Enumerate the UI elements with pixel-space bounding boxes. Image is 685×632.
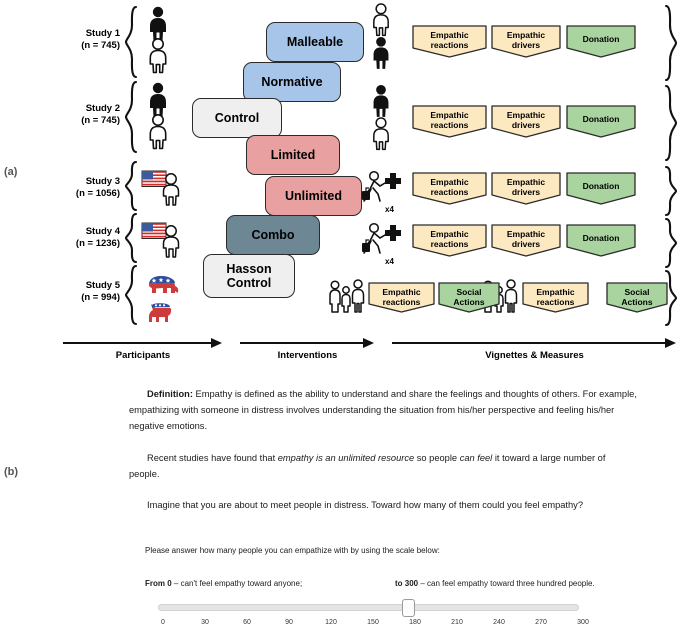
intervention-label-normative: Normative	[261, 75, 323, 89]
measure-label-donation-r2: Donation	[582, 114, 620, 124]
measure-label-donation-r1: Donation	[582, 34, 620, 44]
measure-label-empathic-reactions-r3: Empathic reactions	[430, 177, 469, 197]
right-brace-study-3	[663, 165, 679, 217]
measure-label-social-actions-r5b: Social Actions	[621, 287, 653, 307]
family-icon-study5-a	[327, 278, 369, 323]
intervention-box-combo[interactable]	[226, 215, 320, 255]
measure-label-empathic-reactions-r4: Empathic reactions	[430, 229, 469, 249]
measure-box-donation-r1[interactable]	[566, 25, 636, 58]
instruction-paragraph: Please answer how many people you can empathize with by using the scale below:	[145, 546, 440, 555]
slider-tick-210: 210	[451, 619, 463, 626]
measure-box-donation-r4[interactable]	[566, 224, 636, 257]
person-icon-filled-vignette1b	[367, 36, 395, 75]
intervention-box-limited[interactable]	[246, 135, 340, 175]
refugee-with-cross-icon-study3	[360, 170, 406, 211]
measure-box-empathic-drivers-r3[interactable]	[491, 172, 561, 205]
measure-box-social-actions-r5b[interactable]	[606, 282, 668, 313]
measure-label-empathic-reactions-r5b: Empathic reactions	[536, 287, 575, 307]
measure-box-empathic-reactions-r3[interactable]	[412, 172, 487, 205]
scale-anchor-low-bold: From 0	[145, 579, 172, 588]
measure-box-empathic-drivers-r1[interactable]	[491, 25, 561, 58]
person-icon-outline-study1	[143, 38, 173, 79]
repeat-label-study3: x4	[385, 205, 394, 214]
study-label-1	[20, 28, 120, 52]
intervention-label-control: Control	[214, 111, 260, 125]
left-brace-study-5	[124, 264, 138, 326]
slider-tick-270: 270	[535, 619, 547, 626]
intervention-label-hasson-line1: Hasson	[226, 262, 272, 276]
recent-studies-part-b: so people	[414, 453, 460, 463]
measure-box-donation-r3[interactable]	[566, 172, 636, 205]
person-icon-outline-study2	[143, 114, 173, 155]
scale-anchor-high	[395, 576, 685, 592]
scale-anchor-low	[145, 576, 345, 592]
axis-caption-participants: Participants	[115, 350, 171, 361]
intervention-box-hasson-control[interactable]	[203, 254, 295, 298]
left-brace-study-1	[124, 5, 138, 79]
panel-a-label: (a)	[4, 166, 18, 178]
empathy-slider-thumb[interactable]	[402, 599, 415, 617]
measure-box-empathic-reactions-r5b[interactable]	[522, 282, 589, 313]
study-n-1: (n = 745)	[81, 40, 120, 51]
measure-label-empathic-reactions-r1: Empathic reactions	[430, 30, 469, 50]
intervention-box-malleable[interactable]	[266, 22, 364, 62]
empathy-slider-track[interactable]	[158, 604, 579, 611]
measure-label-social-actions-r5a: Social Actions	[453, 287, 485, 307]
study-name-4: Study 4	[85, 226, 120, 237]
slider-tick-240: 240	[493, 619, 505, 626]
study-name-5: Study 5	[85, 280, 120, 291]
measure-box-empathic-reactions-r1[interactable]	[412, 25, 487, 58]
measure-box-empathic-reactions-r2[interactable]	[412, 105, 487, 138]
measure-box-donation-r2[interactable]	[566, 105, 636, 138]
study-label-4	[20, 226, 120, 250]
study-n-4: (n = 1236)	[75, 238, 120, 249]
slider-tick-30: 30	[201, 619, 209, 626]
study-name-1: Study 1	[85, 28, 120, 39]
slider-tick-300: 300	[577, 619, 589, 626]
recent-studies-paragraph	[129, 450, 637, 482]
definition-paragraph	[129, 386, 637, 434]
study-label-3	[20, 176, 120, 200]
slider-tick-60: 60	[243, 619, 251, 626]
definition-bold-label: Definition:	[147, 389, 193, 399]
right-brace-study-2	[663, 84, 679, 162]
definition-text: Empathy is defined as the ability to understand and share the feelings and thoughts of others. For example, empathizing with someone in distress involves understanding the situation from his/her perspective and feeling his/her negative emotions.	[129, 389, 637, 431]
measure-label-empathic-reactions-r5a: Empathic reactions	[382, 287, 421, 307]
study-name-2: Study 2	[85, 103, 120, 114]
measure-box-empathic-drivers-r2[interactable]	[491, 105, 561, 138]
measure-label-empathic-reactions-r2: Empathic reactions	[430, 110, 469, 130]
intervention-label-unlimited: Unlimited	[285, 189, 342, 203]
slider-tick-120: 120	[325, 619, 337, 626]
measure-label-empathic-drivers-r4: Empathic drivers	[506, 229, 546, 249]
study-label-5	[20, 280, 120, 304]
imagine-text: Imagine that you are about to meet people in distress. Toward how many of them could you feel empathy?	[147, 500, 584, 510]
study-n-3: (n = 1056)	[75, 188, 120, 199]
refugee-with-cross-icon-study4	[360, 222, 406, 263]
study-n-5: (n = 994)	[81, 292, 120, 303]
panel-b-label: (b)	[4, 466, 19, 478]
slider-tick-90: 90	[285, 619, 293, 626]
imagine-paragraph	[129, 497, 637, 513]
measure-box-social-actions-r5a[interactable]	[438, 282, 500, 313]
measure-box-empathic-reactions-r5a[interactable]	[368, 282, 435, 313]
american-flag-person-icon-study3	[140, 168, 186, 213]
slider-tick-150: 150	[367, 619, 379, 626]
democrat-donkey-icon	[142, 299, 182, 332]
axis-caption-interventions: Interventions	[277, 350, 338, 361]
intervention-label-hasson-line2: Control	[226, 276, 272, 290]
right-brace-study-4	[663, 217, 679, 269]
recent-studies-part-a: Recent studies have found that	[147, 453, 278, 463]
study-n-2: (n = 745)	[81, 115, 120, 126]
right-brace-study-1	[663, 4, 679, 82]
american-flag-person-icon-study4	[140, 220, 186, 265]
slider-tick-180: 180	[409, 619, 421, 626]
repeat-label-study4: x4	[385, 257, 394, 266]
intervention-box-control[interactable]	[192, 98, 282, 138]
intervention-box-normative[interactable]	[243, 62, 341, 102]
measure-box-empathic-drivers-r4[interactable]	[491, 224, 561, 257]
left-brace-study-3	[124, 160, 138, 212]
left-brace-study-4	[124, 212, 138, 264]
intervention-box-unlimited[interactable]	[265, 176, 362, 216]
scale-anchor-high-bold: to 300	[395, 579, 419, 588]
measure-label-empathic-drivers-r1: Empathic drivers	[506, 30, 546, 50]
slider-tick-0: 0	[161, 619, 165, 626]
left-brace-study-2	[124, 80, 138, 154]
scale-anchor-low-rest: – can't feel empathy toward anyone;	[171, 579, 303, 588]
recent-studies-italic-1: empathy is an unlimited resource	[277, 453, 415, 463]
intervention-label-limited: Limited	[270, 148, 316, 162]
measure-label-empathic-drivers-r2: Empathic drivers	[506, 110, 546, 130]
measure-label-empathic-drivers-r3: Empathic drivers	[506, 177, 546, 197]
measure-label-donation-r3: Donation	[582, 181, 620, 191]
axis-caption-vignettes-measures: Vignettes & Measures	[485, 350, 584, 361]
measure-label-donation-r4: Donation	[582, 233, 620, 243]
study-name-3: Study 3	[85, 176, 120, 187]
study-label-2	[20, 103, 120, 127]
measure-box-empathic-reactions-r4[interactable]	[412, 224, 487, 257]
person-icon-outline-vignette2b	[367, 117, 395, 156]
intervention-label-combo: Combo	[251, 228, 295, 242]
scale-anchor-high-rest: – can feel empathy toward three hundred people.	[418, 579, 595, 588]
intervention-label-malleable: Malleable	[286, 35, 344, 49]
recent-studies-italic-2: can feel	[459, 453, 493, 463]
recent-studies-part-c: it toward a large number of people.	[129, 453, 606, 479]
